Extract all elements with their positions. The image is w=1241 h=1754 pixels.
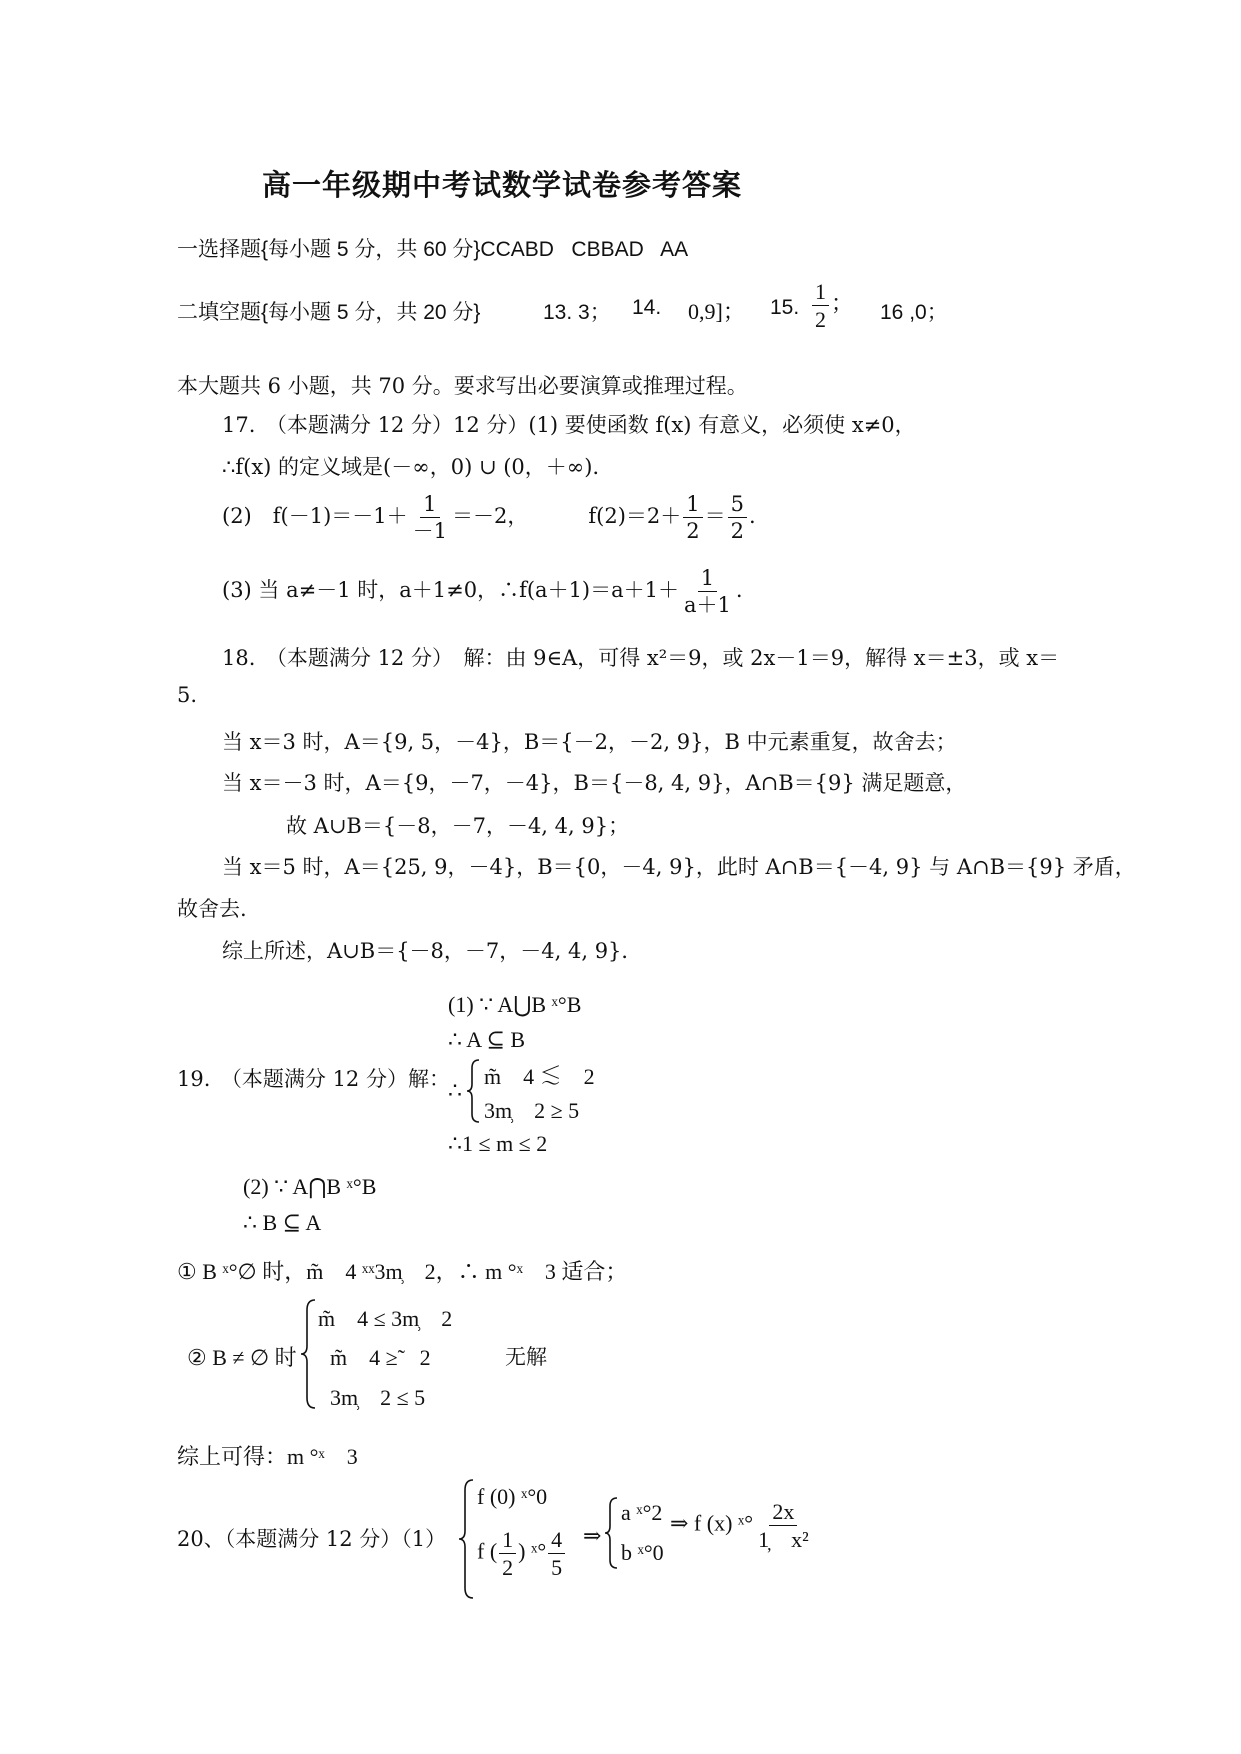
answer-14-end: ]； — [715, 299, 745, 324]
answer-16: 16 ,0； — [880, 301, 948, 324]
section1-line — [177, 233, 688, 263]
q20-result-fraction: $\frac{2x}{\text{1̦ x²}}$ — [758, 1499, 809, 1553]
section1-answers: CCABD CBBAD AA — [480, 238, 689, 261]
q18-line1: 18. （本题满分 12 分） 解：由 9∈A，可得 x²＝9，或 2x－1＝9，解得 x＝±3，或 x＝ — [222, 646, 1060, 670]
answer-14-num: 14. — [632, 296, 662, 319]
answer-15-value: $\frac{1}{2}$ ； — [810, 280, 853, 331]
q17-line1: 17. （本题满分 12 分）12 分）(1) 要使函数 f(x) 有意义，必须使 x≠0， — [222, 413, 916, 437]
q19-conclusion: 综上可得：m °ˣ 3 — [177, 1444, 358, 1469]
q19-case2-row1: m̃ 4 ≤ 3m̹ 2 — [318, 1306, 453, 1331]
q19-case2-row2: m̃ 4 ≥̃ 2 — [330, 1345, 431, 1370]
q19-case2-brace — [300, 1298, 318, 1410]
section2-label: 二填空题{每小题 5 分，共 20 分} — [177, 301, 481, 324]
q19-case1-row2: 3m̹ 2 ≥ 5 — [484, 1098, 580, 1123]
answer-15-fraction: $\frac{1}{2}$ — [812, 280, 829, 331]
q20-system2-row2: b ˣ°0 — [621, 1540, 664, 1565]
q20-brace-2 — [604, 1496, 620, 1570]
q17-fraction-1: $\frac{1}{-1}$ — [412, 492, 448, 544]
q20-system2-row1: a ˣ°2 — [621, 1500, 663, 1525]
q20-fraction-four-fifths: $\frac{4}{5}$ — [548, 1528, 565, 1579]
section3-intro: 本大题共 6 小题，共 70 分。要求写出必要演算或推理过程。 — [177, 374, 748, 398]
q17-fraction-3: $\frac{5}{2}$ — [728, 493, 747, 542]
q20-brace-1 — [458, 1478, 476, 1600]
q19-case-empty: ① B ˣ°∅ 时，m̃ 4 ˣˣ3m̹ 2，∴ m °ˣ 3 适合； — [177, 1259, 628, 1284]
q20-arrow-1: ⇒ — [583, 1523, 602, 1548]
q20-system1-row1: f (0) ˣ°0 — [477, 1484, 548, 1509]
q18-line6: 当 x＝5 时，A＝{25, 9，－4}，B＝{0，－4, 9}，此时 A∩B＝{－4, 9} 与 A∩B＝{9} 矛盾， — [222, 855, 1136, 879]
q17-line4: (3) 当 a≠－1 时，a＋1≠0，∴f(a＋1)＝a＋1＋ $\frac{1}{a+1}$ . — [222, 566, 743, 618]
q19-therefore: ∴ — [448, 1078, 462, 1103]
q17-fraction-2: $\frac{1}{2}$ — [683, 493, 702, 542]
section1-label: 一选择题{每小题 5 分，共 60 分} — [177, 238, 481, 261]
q19-p2-line1: (2) ∵ A⋂B ˣ°B — [243, 1174, 377, 1199]
q19-p1-line1: (1) ∵ A⋃B ˣ°B — [448, 992, 582, 1017]
q18-line7: 故舍去. — [177, 897, 247, 921]
q17-line3: (2) f(－1)＝－1＋ $\frac{1}{-1}$ ＝－2， f(2)＝2＋ $\frac{1}{2}$ ＝ $\frac{5}{2}$ . — [222, 492, 756, 544]
q20-fraction-half: $\frac{1}{2}$ — [499, 1528, 516, 1579]
answer-14-value — [688, 295, 745, 326]
q19-case-nonempty-label: ② B ≠ ∅ 时 — [187, 1345, 297, 1370]
q19-p1-line2: ∴ A ⊆ B — [448, 1027, 526, 1052]
q18-line3: 当 x＝3 时，A＝{9, 5，－4}，B＝{－2，－2, 9}，B 中元素重复，故舍去； — [222, 730, 957, 754]
q19-p2-line2: ∴ B ⊆ A — [243, 1210, 322, 1235]
q18-line5: 故 A∪B＝{－8，－7，－4, 4, 9}； — [286, 814, 630, 838]
answer-13: 13. 3； — [543, 301, 611, 324]
q18-line4: 当 x＝－3 时，A＝{9，－7，－4}，B＝{－8, 4, 9}，A∩B＝{9} 满足题意， — [222, 771, 967, 795]
answer-14-interval: 0,9 — [688, 299, 716, 324]
q19-case2-row3: 3m̹ 2 ≤ 5 — [330, 1385, 426, 1410]
answer-15-num: 15. — [770, 296, 800, 319]
q19-case1-row1: m̃ 4 ≲ 2 — [484, 1064, 595, 1089]
q18-line8: 综上所述，A∪B＝{－8，－7，－4, 4, 9}． — [222, 939, 643, 963]
q17-line2: ∴f(x) 的定义域是(－∞，0) ∪ (0，＋∞)． — [222, 455, 614, 479]
q20-label: 20、（本题满分 12 分）（1） — [177, 1527, 447, 1551]
q19-brace — [466, 1058, 482, 1124]
q19-case2-result: 无解 — [505, 1345, 547, 1369]
page-title: 高一年级期中考试数学试卷参考答案 — [262, 168, 743, 202]
q19-label: 19. （本题满分 12 分）解： — [177, 1067, 450, 1091]
q17-fraction-4: $\frac{1}{a+1}$ — [684, 566, 731, 618]
q18-line2: 5. — [177, 683, 198, 707]
q19-p1-line4: ∴1 ≤ m ≤ 2 — [448, 1131, 548, 1156]
q20-system1-row2: f ( $\frac{1}{2}$ ) ˣ° $\frac{4}{5}$ — [477, 1528, 567, 1579]
q20-result: ⇒ f (x) ˣ° $\frac{2x}{\text{1̦ x²}}$ — [670, 1500, 814, 1551]
